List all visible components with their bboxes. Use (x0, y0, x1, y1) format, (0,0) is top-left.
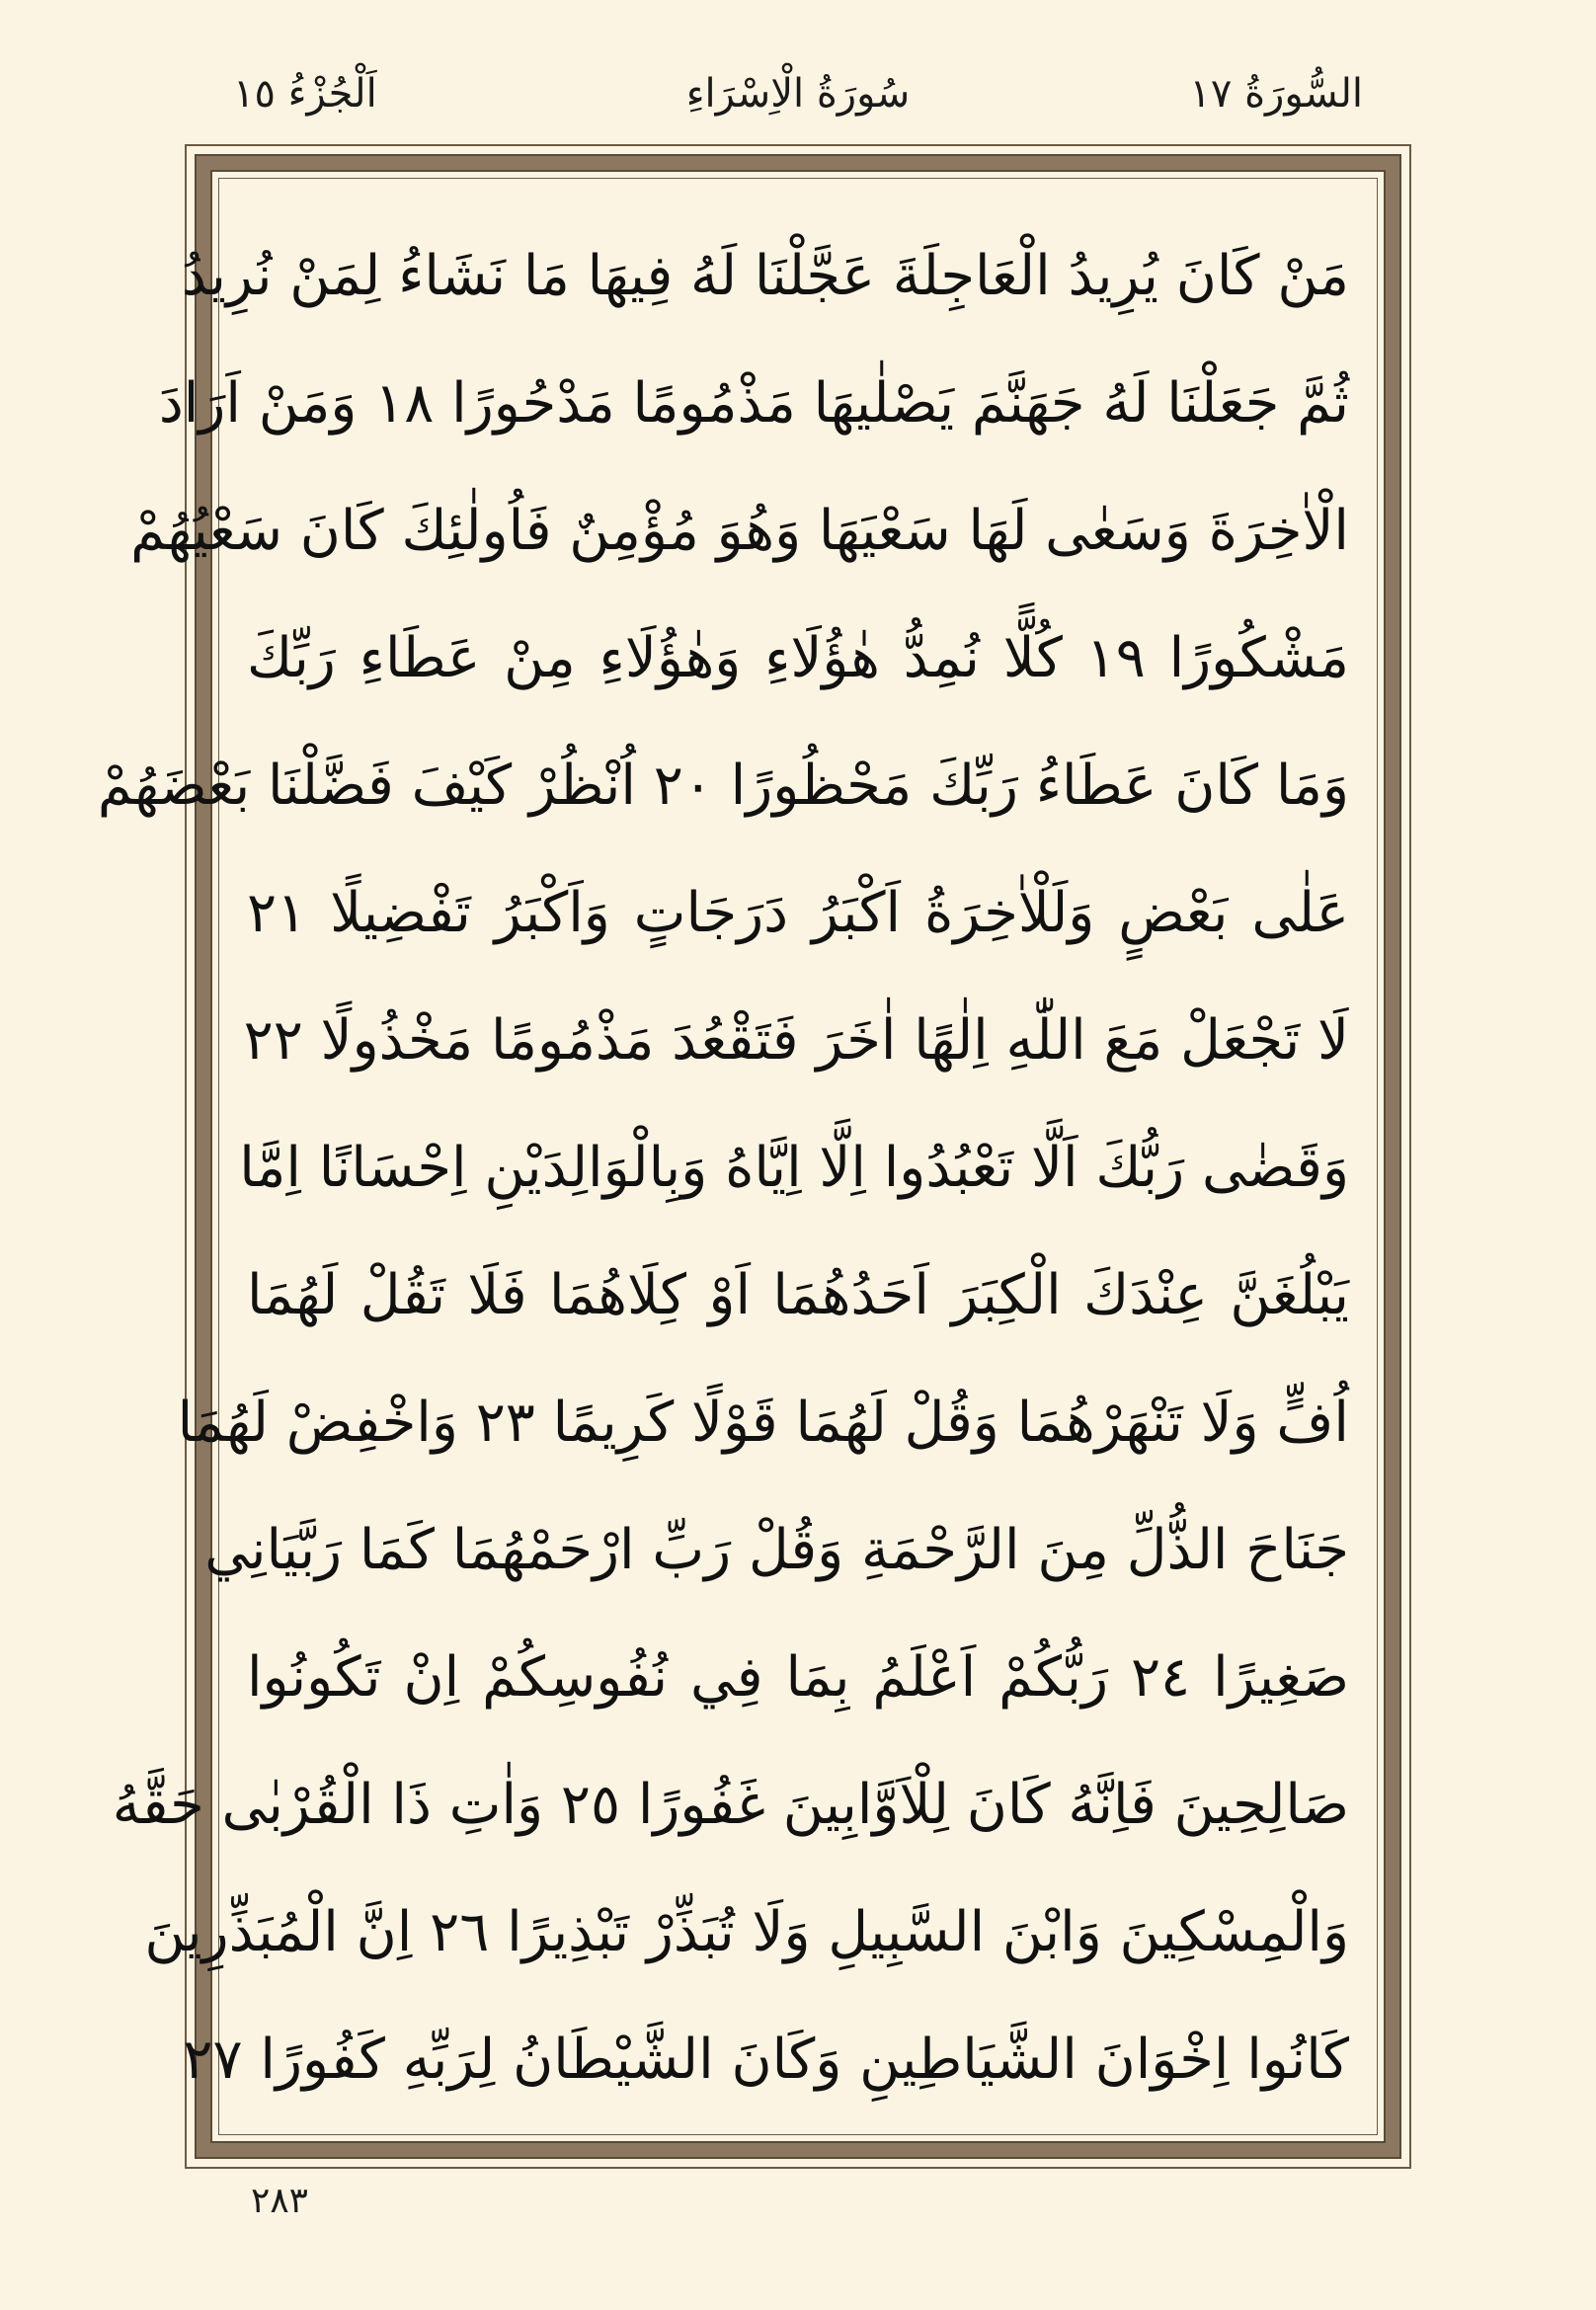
surah-number: السُّورَةُ ١٧ (1189, 71, 1363, 117)
text-line-11: جَنَاحَ الذُّلِّ مِنَ الرَّحْمَةِ وَقُلْ رَبِّ ارْحَمْهُمَا كَمَا رَبَّيَانِي (204, 1518, 1349, 1582)
text-line-6: عَلٰى بَعْضٍ وَلَلْاٰخِرَةُ اَكْبَرُ دَرَجَاتٍ وَاَكْبَرُ تَفْضِيلًا ٢١ (247, 881, 1349, 945)
text-line-14: وَالْمِسْكِينَ وَابْنَ السَّبِيلِ وَلَا تُبَذِّرْ تَبْذِيرًا ٢٦ اِنَّ الْمُبَذِّرِينَ (144, 1900, 1349, 1964)
text-line-3: الْاٰخِرَةَ وَسَعٰى لَهَا سَعْيَهَا وَهُوَ مُؤْمِنٌ فَاُولٰئِكَ كَانَ سَعْيُهُمْ (130, 499, 1349, 563)
text-line-15: كَانُوا اِخْوَانَ الشَّيَاطِينِ وَكَانَ الشَّيْطَانُ لِرَبِّهِ كَفُورًا ٢٧ (183, 2028, 1349, 2092)
text-line-10: اُفٍّ وَلَا تَنْهَرْهُمَا وَقُلْ لَهُمَا قَوْلًا كَرِيمًا ٢٣ وَاخْفِضْ لَهُمَا (177, 1391, 1349, 1455)
surah-title: سُورَةُ الْاِسْرَاءِ (685, 71, 911, 117)
text-line-7: لَا تَجْعَلْ مَعَ اللّٰهِ اِلٰهًا اٰخَرَ فَتَقْعُدَ مَذْمُومًا مَخْذُولًا ٢٢ (243, 1008, 1349, 1073)
text-line-4: مَشْكُورًا ١٩ كُلًّا نُمِدُّ هٰؤُلَاءِ وَهٰؤُلَاءِ مِنْ عَطَاءِ رَبِّكَ (247, 626, 1349, 690)
text-line-12: صَغِيرًا ٢٤ رَبُّكُمْ اَعْلَمُ بِمَا فِي نُفُوسِكُمْ اِنْ تَكُونُوا (247, 1645, 1349, 1710)
juz-number: اَلْجُزْءُ ١٥ (233, 71, 377, 117)
text-line-2: ثُمَّ جَعَلْنَا لَهُ جَهَنَّمَ يَصْلٰيهَا مَذْمُومًا مَدْحُورًا ١٨ وَمَنْ اَرَادَ (158, 371, 1349, 436)
text-line-8: وَقَضٰى رَبُّكَ اَلَّا تَعْبُدُوا اِلَّا اِيَّاهُ وَبِالْوَالِدَيْنِ اِحْسَانًا اِمَّا (239, 1136, 1349, 1200)
text-line-1: مَنْ كَانَ يُرِيدُ الْعَاجِلَةَ عَجَّلْنَا لَهُ فِيهَا مَا نَشَاءُ لِمَنْ نُرِيدُ (181, 244, 1349, 308)
page-header (0, 71, 1596, 140)
text-line-5: وَمَا كَانَ عَطَاءُ رَبِّكَ مَحْظُورًا ٢٠ اُنْظُرْ كَيْفَ فَضَّلْنَا بَعْضَهُمْ (97, 754, 1349, 818)
page-number: ٢٨٣ (251, 2181, 309, 2221)
text-line-13: صَالِحِينَ فَاِنَّهُ كَانَ لِلْاَوَّابِينَ غَفُورًا ٢٥ وَاٰتِ ذَا الْقُرْبٰى حَقَّهُ (112, 1773, 1349, 1837)
quran-text-block (97, 212, 1349, 2123)
text-line-9: يَبْلُغَنَّ عِنْدَكَ الْكِبَرَ اَحَدُهُمَا اَوْ كِلَاهُمَا فَلَا تَقُلْ لَهُمَا (247, 1263, 1349, 1327)
